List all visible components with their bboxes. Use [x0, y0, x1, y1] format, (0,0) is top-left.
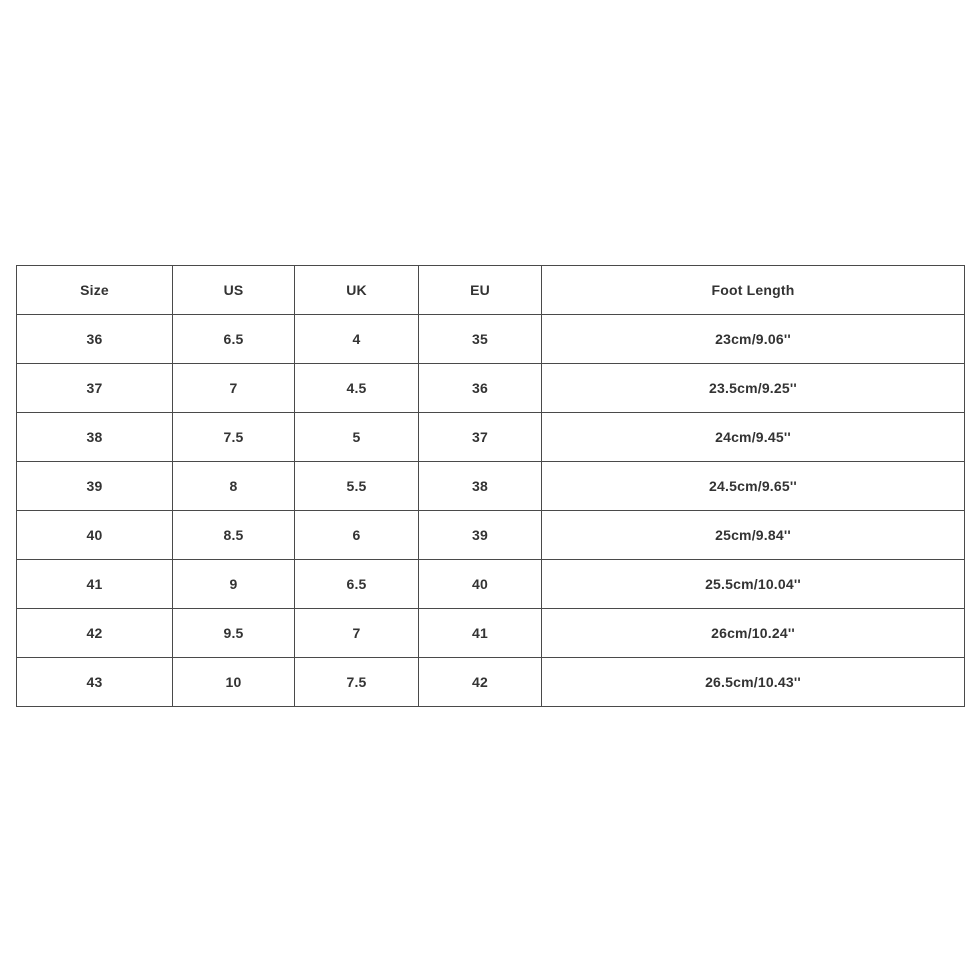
- cell-uk: 4: [295, 315, 419, 364]
- table-row: [17, 462, 965, 511]
- table-row: [17, 560, 965, 609]
- cell-size: 43: [17, 658, 173, 707]
- cell-uk: 4.5: [295, 364, 419, 413]
- table-row: [17, 658, 965, 707]
- cell-us: 8.5: [173, 511, 295, 560]
- cell-size: 36: [17, 315, 173, 364]
- cell-uk: 7: [295, 609, 419, 658]
- cell-eu: 35: [419, 315, 542, 364]
- cell-us: 7: [173, 364, 295, 413]
- cell-size: 42: [17, 609, 173, 658]
- cell-size: 39: [17, 462, 173, 511]
- cell-foot-length: 24.5cm/9.65'': [542, 462, 965, 511]
- cell-uk: 6.5: [295, 560, 419, 609]
- table-row: [17, 315, 965, 364]
- cell-size: 40: [17, 511, 173, 560]
- header-row: [17, 266, 965, 315]
- header-uk: UK: [295, 266, 419, 315]
- header-eu: EU: [419, 266, 542, 315]
- size-chart-header: [17, 266, 965, 315]
- cell-us: 8: [173, 462, 295, 511]
- cell-foot-length: 26cm/10.24'': [542, 609, 965, 658]
- cell-eu: 36: [419, 364, 542, 413]
- cell-foot-length: 25cm/9.84'': [542, 511, 965, 560]
- cell-size: 38: [17, 413, 173, 462]
- cell-foot-length: 26.5cm/10.43'': [542, 658, 965, 707]
- cell-eu: 40: [419, 560, 542, 609]
- size-chart-body: [17, 315, 965, 707]
- cell-eu: 37: [419, 413, 542, 462]
- cell-size: 37: [17, 364, 173, 413]
- cell-eu: 39: [419, 511, 542, 560]
- cell-foot-length: 23cm/9.06'': [542, 315, 965, 364]
- header-size: Size: [17, 266, 173, 315]
- cell-foot-length: 24cm/9.45'': [542, 413, 965, 462]
- header-foot-length: Foot Length: [542, 266, 965, 315]
- table-row: [17, 364, 965, 413]
- cell-eu: 38: [419, 462, 542, 511]
- table-row: [17, 609, 965, 658]
- cell-foot-length: 25.5cm/10.04'': [542, 560, 965, 609]
- table-row: [17, 511, 965, 560]
- cell-uk: 6: [295, 511, 419, 560]
- cell-us: 7.5: [173, 413, 295, 462]
- cell-uk: 5.5: [295, 462, 419, 511]
- cell-eu: 41: [419, 609, 542, 658]
- cell-us: 9: [173, 560, 295, 609]
- cell-us: 6.5: [173, 315, 295, 364]
- cell-us: 10: [173, 658, 295, 707]
- size-chart-table: [16, 265, 965, 707]
- cell-foot-length: 23.5cm/9.25'': [542, 364, 965, 413]
- cell-size: 41: [17, 560, 173, 609]
- cell-uk: 7.5: [295, 658, 419, 707]
- header-us: US: [173, 266, 295, 315]
- cell-us: 9.5: [173, 609, 295, 658]
- cell-uk: 5: [295, 413, 419, 462]
- table-row: [17, 413, 965, 462]
- cell-eu: 42: [419, 658, 542, 707]
